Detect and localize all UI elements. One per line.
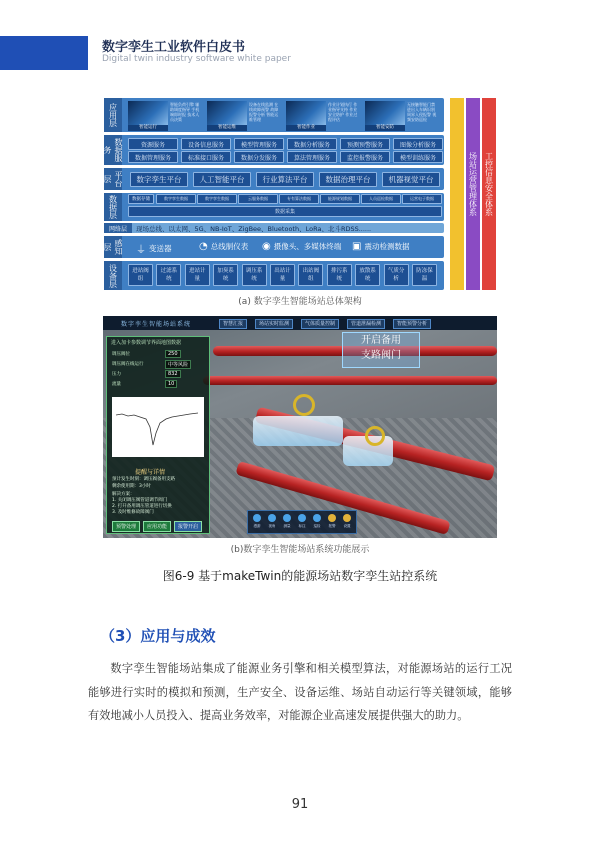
- network-protocols: 现场总线、以太网、5G、NB-IoT、ZigBee、Bluetooth、LoRa、北斗RDSS......: [136, 225, 372, 233]
- scene-tab[interactable]: 管道泄漏检测: [347, 319, 385, 329]
- perception-label: 震动检测数据: [364, 242, 410, 251]
- scene-tab[interactable]: 场站实时监测: [255, 319, 293, 329]
- toolbar-button[interactable]: [326, 513, 338, 531]
- alarm-on-button[interactable]: 报警开启: [174, 521, 202, 532]
- scene-caption: (b)数字孪生智能场站系统功能展示: [230, 545, 370, 555]
- detail-line: 1. 关闭调压阀管道调节阀门: [112, 498, 168, 503]
- data-layer: [104, 193, 444, 221]
- toolbar-button[interactable]: [251, 513, 263, 531]
- service-chip: 设备信息服务: [181, 138, 231, 150]
- app-caption: 智能运行: [128, 125, 168, 131]
- body-paragraph: 数字孪生智能场站集成了能源业务引擎和相关模型算法，对能源场站的运行工况能够进行实时的模拟和预测，生产安全、设备运维、场站自动运行等关键领域，能够有效地减小人员投入、提高业务效率，对能源企业高速发展提供强大的助力。: [88, 662, 512, 722]
- data-collect-bar: 数据采集: [128, 206, 442, 217]
- service-chip: 数据分发服务: [234, 151, 284, 163]
- valve-callout: [342, 332, 420, 368]
- transmitter-icon: ⏚: [136, 245, 146, 256]
- perception-item: [199, 241, 248, 252]
- layer-label: 数据服务: [104, 135, 122, 165]
- app-description: 无接触智能门禁 进出入车辆识别 周界入侵报警 视频安防巡检: [407, 102, 437, 122]
- perception-label: 总线制仪表: [210, 242, 249, 251]
- toolbar-button[interactable]: [296, 513, 308, 531]
- toolbar-label: 标注: [298, 524, 306, 528]
- side-bar-yellow: [450, 98, 464, 290]
- device-chip: 放散系统: [355, 264, 380, 286]
- perception-item: [352, 241, 409, 252]
- toolbar-button[interactable]: [266, 513, 278, 531]
- vibration-icon: ▣: [352, 241, 362, 252]
- layer-label: 应用层: [104, 98, 122, 132]
- service-chip: 数据分析服务: [287, 138, 337, 150]
- data-chip: 数字孪生数据: [197, 194, 237, 204]
- signal-trace: [112, 397, 204, 457]
- device-chip: 加臭系统: [213, 264, 238, 286]
- platform-chip: 行业算法平台: [256, 172, 314, 187]
- signal-plot: [112, 397, 204, 457]
- scene-tab[interactable]: 智慧汇报: [219, 319, 247, 329]
- valve-body: [253, 416, 343, 446]
- settings-icon: [343, 514, 351, 522]
- field-value: 832: [165, 370, 181, 378]
- scene-brand: 数字孪生智能场站系统: [121, 321, 192, 328]
- platform-chip: 机器视觉平台: [382, 172, 440, 187]
- toolbar-button[interactable]: [341, 513, 353, 531]
- pipe: [203, 376, 497, 385]
- callout-line: 支路阀门: [361, 350, 401, 361]
- valve-handwheel[interactable]: [293, 394, 315, 416]
- view-icon: [268, 514, 276, 522]
- network-layer: [104, 223, 444, 233]
- toolbar-button[interactable]: [281, 513, 293, 531]
- scene-tab[interactable]: 气体质量控制: [301, 319, 339, 329]
- field-label: 流量: [112, 382, 121, 387]
- field-label: 调压阀在线运行: [112, 362, 144, 367]
- service-chip: 预测预警服务: [340, 138, 390, 150]
- scene-top-bar: [103, 316, 497, 330]
- data-chip: 专有算法数据: [279, 194, 319, 204]
- panel-title: 进入加卡参数调节界面地图数据: [111, 340, 182, 346]
- measure-icon: [283, 514, 291, 522]
- data-service-layer: [104, 135, 444, 165]
- app-description: 作业计划执行 作业指导支持 作业安全防护 作业过程评估: [328, 102, 358, 122]
- detail-line: 预计发生时刻：调压阀备用支路: [112, 477, 175, 482]
- service-chip: 监控报警服务: [340, 151, 390, 163]
- scene-tab[interactable]: 智能预警分析: [393, 319, 431, 329]
- service-chip: 数据管理服务: [128, 151, 178, 163]
- app-image: [207, 101, 247, 125]
- device-chip: 出站计量: [270, 264, 295, 286]
- application-layer: [104, 98, 444, 132]
- service-chip: 标准接口服务: [181, 151, 231, 163]
- detail-line: 解决方案：: [112, 492, 135, 497]
- perception-item: [262, 241, 341, 252]
- device-chip: 进站阀组: [128, 264, 153, 286]
- operations-system-bar: 场站运营管理体系: [466, 98, 480, 290]
- section-heading: （3）应用与成效: [100, 627, 216, 645]
- field-value: 250: [165, 350, 181, 358]
- valve-handwheel[interactable]: [365, 426, 385, 446]
- device-chip: 防冻保温: [412, 264, 437, 286]
- detail-line: 2. 打开备用调压管道进行切换: [112, 504, 172, 509]
- apply-button[interactable]: 应用功能: [143, 521, 171, 532]
- document-title: 数字孪生工业软件白皮书: [102, 40, 246, 55]
- toolbar-button[interactable]: [311, 513, 323, 531]
- service-chip: 算法管理服务: [287, 151, 337, 163]
- app-caption: 智能运维: [207, 125, 247, 131]
- architecture-diagram: [104, 98, 500, 290]
- data-store-label: 数据存储: [128, 194, 154, 204]
- station-3d-scene[interactable]: [103, 316, 497, 538]
- platform-chip: 数据治理平台: [319, 172, 377, 187]
- layer-label: 感知层: [104, 236, 122, 258]
- document-subtitle: Digital twin industry software white paper: [102, 54, 291, 64]
- data-chip: 数字孪生数据: [156, 194, 196, 204]
- app-description: 设备在线监测 在线故障预警 故障报警分析 智能运维管理: [249, 102, 279, 122]
- service-chip: 资源服务: [128, 138, 178, 150]
- platform-chip: 数字孪生平台: [130, 172, 188, 187]
- device-chip: 排污系统: [327, 264, 352, 286]
- camera-icon: ◉: [262, 241, 271, 252]
- app-image: [128, 101, 168, 125]
- alert-handle-button[interactable]: 预警处理: [112, 521, 140, 532]
- annotate-icon: [298, 514, 306, 522]
- service-chip: 模型管理服务: [234, 138, 284, 150]
- toolbar-label: 巡检: [313, 524, 321, 528]
- field-value: 10: [165, 380, 177, 388]
- service-chip: 图像分析服务: [393, 138, 443, 150]
- device-chip: 进站计量: [185, 264, 210, 286]
- roam-icon: [253, 514, 261, 522]
- layer-label: 平台层: [104, 168, 122, 190]
- data-chip: 云服务数据: [238, 194, 278, 204]
- app-image: [365, 101, 405, 125]
- header-accent-bar: [0, 36, 88, 70]
- data-chip: 能源规划数据: [320, 194, 360, 204]
- perception-label: 摄像头、多媒体终端: [273, 242, 342, 251]
- layer-label: 数据层: [104, 193, 122, 221]
- toolbar-label: 报警: [328, 524, 336, 528]
- platform-chip: 人工智能平台: [193, 172, 251, 187]
- app-description: 智能负荷引擎 辅助调度指导 手机端即时报 技术人员决策: [170, 102, 200, 122]
- data-chip: 人员巡检数据: [361, 194, 401, 204]
- scene-toolbar: [247, 510, 357, 534]
- figure-caption: 图6-9 基于makeTwin的能源场站数字孪生站控系统: [162, 569, 438, 583]
- callout-line: 开启备用: [361, 335, 401, 346]
- app-caption: 智能作业: [286, 125, 326, 131]
- device-chip: 出站阀组: [298, 264, 323, 286]
- alarm-icon: [328, 514, 336, 522]
- field-label: 调压阀位: [112, 352, 130, 357]
- layer-label: 设备层: [104, 261, 122, 290]
- gauge-icon: ◔: [199, 241, 208, 252]
- field-label: 压力: [112, 372, 121, 377]
- perception-label: 变送器: [149, 244, 172, 253]
- device-chip: 调压系统: [242, 264, 267, 286]
- detail-line: 剩余使用期：3小时: [112, 484, 151, 489]
- toolbar-label: 测量: [283, 524, 291, 528]
- toolbar-label: 设置: [343, 524, 351, 528]
- field-value: 中等风险: [165, 360, 191, 369]
- inspect-icon: [313, 514, 321, 522]
- monitor-panel: [106, 336, 210, 534]
- device-chip: 过滤系统: [156, 264, 181, 286]
- layer-label: 网络层: [104, 223, 132, 233]
- perception-layer: [104, 236, 444, 258]
- app-image: [286, 101, 326, 125]
- platform-layer: [104, 168, 444, 190]
- service-chip: 模型训练服务: [393, 151, 443, 163]
- toolbar-label: 漫游: [253, 524, 261, 528]
- device-chip: 气质分析: [384, 264, 409, 286]
- toolbar-label: 视角: [268, 524, 276, 528]
- perception-item: [136, 241, 172, 256]
- detail-title: 提醒与详情: [135, 469, 166, 476]
- security-system-bar: 工控信息安全体系: [482, 98, 496, 290]
- page-number: 91: [291, 797, 309, 812]
- data-chip: 运营电子数据: [402, 194, 442, 204]
- architecture-caption: (a) 数字孪生智能场站总体架构: [238, 297, 362, 307]
- device-layer: [104, 261, 444, 290]
- app-caption: 智能安防: [365, 125, 405, 131]
- detail-line: 3. 及时维修故障阀门: [112, 510, 154, 515]
